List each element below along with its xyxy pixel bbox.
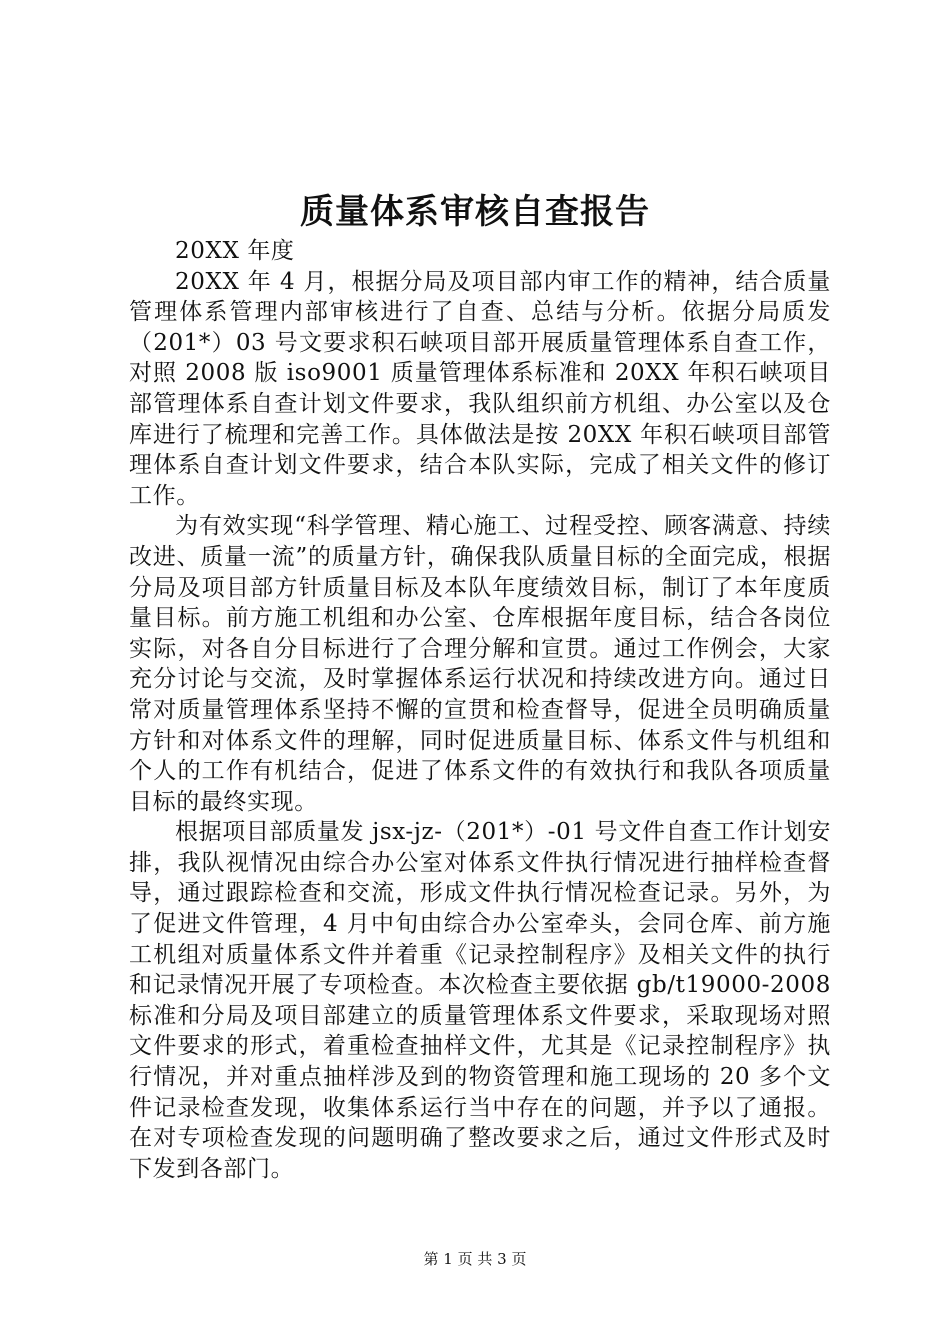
- paragraph-3: 根据项目部质量发 jsx-jz-（201*）-01 号文件自查工作计划安排，我队视情况由综合办公室对体系文件执行情况进行抽样检查督导，通过跟踪检查和交流，形成文件执行情况检查记录。另外，为了促进文件管理，4 月中旬由综合办公室牵头，会同仓库、前方施工机组对质量体系文件并着重《记录控制程序》及相关文件的执行和记录情况开展了专项检查。本次检查主要依据 gb/t19000-2008 标准和分局及项目部建立的质量管理体系文件要求，采取现场对照文件要求的形式，着重检查抽样文件，尤其是《记录控制程序》执行情况，并对重点抽样涉及到的物资管理和施工现场的 20 多个文件记录检查发现，收集体系运行当中存在的问题，并予以了通报。在对专项检查发现的问题明确了整改要求之后，通过文件形式及时下发到各部门。: [129, 819, 832, 1182]
- paragraph-1: 20XX 年 4 月，根据分局及项目部内审工作的精神，结合质量管理体系管理内部审核进行了自查、总结与分析。依据分局质发（201*）03 号文要求积石峡项目部开展质量管理体系自查工作，对照 2008 版 iso9001 质量管理体系标准和 20XX 年积石峡项目部管理体系自查计划文件要求，我队组织前方机组、办公室以及仓库进行了梳理和完善工作。具体做法是按 20XX 年积石峡项目部管理体系自查计划文件要求，结合本队实际，完成了相关文件的修订工作。: [129, 268, 831, 509]
- year-line: 20XX 年度: [175, 238, 295, 264]
- document-title: 质量体系审核自查报告: [300, 192, 650, 232]
- paragraph-2: 为有效实现“科学管理、精心施工、过程受控、顾客满意、持续改进、质量一流”的质量方针，确保我队质量目标的全面完成，根据分局及项目部方针质量目标及本队年度绩效目标，制订了本年度质量目标。前方施工机组和办公室、仓库根据年度目标，结合各岗位实际，对各自分目标进行了合理分解和宣贯。通过工作例会，大家充分讨论与交流，及时掌握体系运行状况和持续改进方向。通过日常对质量管理体系坚持不懈的宣贯和检查督导，促进全员明确质量方针和对体系文件的理解，同时促进质量目标、体系文件与机组和个人的工作有机结合，促进了体系文件的有效执行和我队各项质量目标的最终实现。: [129, 513, 831, 815]
- page-number-footer: 第 1 页 共 3 页: [423, 1250, 527, 1268]
- document-body: [129, 236, 831, 1184]
